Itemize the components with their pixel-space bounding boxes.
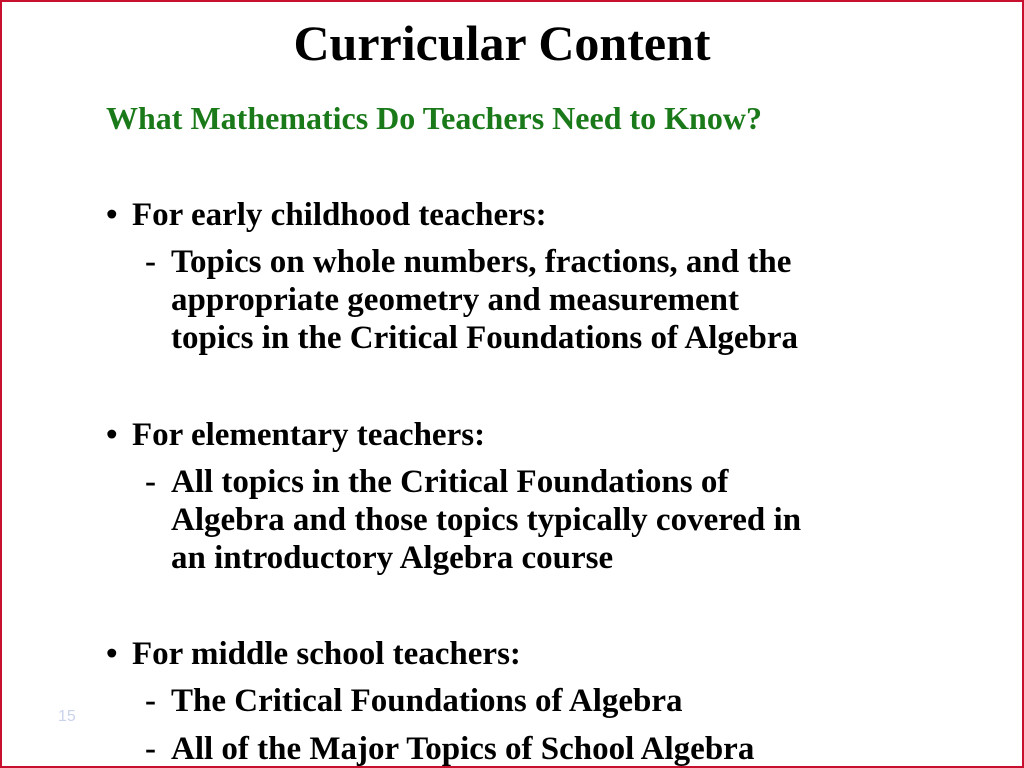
- text-line: The Critical Foundations of Algebra: [171, 683, 683, 719]
- page-number: 15: [58, 708, 76, 725]
- slide-title: Curricular Content: [293, 15, 711, 71]
- sub-item-text: [171, 682, 941, 720]
- sub-item-text: [171, 243, 941, 357]
- bullet-marker: •: [106, 417, 118, 453]
- bullet-label: For early childhood teachers:: [132, 197, 547, 233]
- dash-marker: -: [145, 244, 156, 280]
- text-line: Algebra and those topics typically covered in: [171, 502, 802, 538]
- bullet-middle-school: [106, 634, 521, 674]
- sub-item-text: [171, 463, 941, 577]
- sub-item-middle-school-2: [145, 730, 941, 768]
- text-line: an introductory Algebra course: [171, 540, 614, 576]
- text-line: Topics on whole numbers, fractions, and the: [171, 244, 792, 280]
- bullet-label: For middle school teachers:: [132, 636, 521, 672]
- sub-item-middle-school-1: [145, 682, 941, 720]
- text-line: topics in the Critical Foundations of Algebra: [171, 320, 799, 356]
- sub-item-text: [171, 730, 941, 768]
- bullet-marker: •: [106, 636, 118, 672]
- dash-marker: -: [145, 464, 156, 500]
- dash-marker: -: [145, 683, 156, 719]
- text-line: appropriate geometry and measurement: [171, 282, 739, 318]
- bullet-elementary: [106, 415, 485, 455]
- bullet-list: [2, 2, 1024, 768]
- bullet-early-childhood: [106, 195, 547, 235]
- dash-marker: -: [145, 731, 156, 767]
- sub-item-elementary: [145, 463, 941, 577]
- bullet-label: For elementary teachers:: [132, 417, 486, 453]
- bullet-marker: •: [106, 197, 118, 233]
- sub-item-early-childhood: [145, 243, 941, 357]
- text-line: All topics in the Critical Foundations of: [171, 464, 729, 500]
- text-line: All of the Major Topics of School Algebra: [171, 731, 755, 767]
- slide-subtitle: What Mathematics Do Teachers Need to Know?: [106, 100, 762, 136]
